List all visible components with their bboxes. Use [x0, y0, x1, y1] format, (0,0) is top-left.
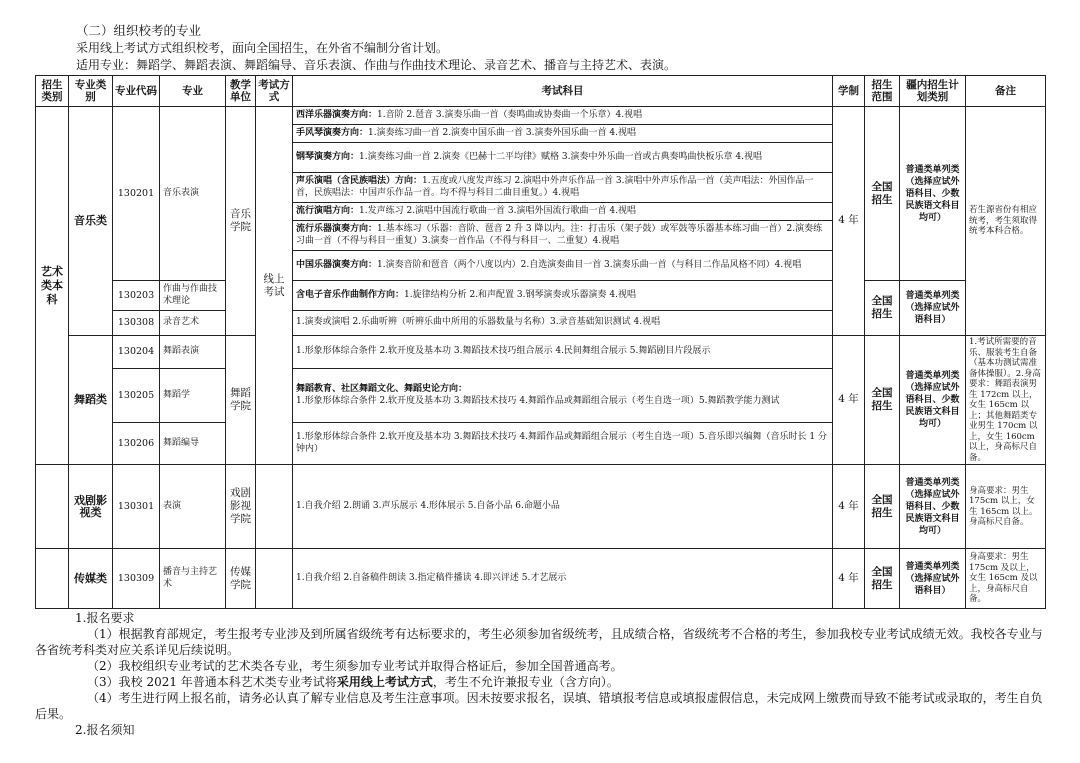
table-row	[36, 336, 1046, 369]
category-dance: 舞蹈类	[69, 336, 113, 465]
major-code: 130201	[113, 107, 160, 281]
teaching-unit: 舞蹈学院	[226, 336, 256, 465]
col-header: 疆内招生计划类别	[900, 76, 966, 107]
enrollment-scope: 全国招生	[865, 107, 900, 281]
admission-category-cont	[36, 549, 69, 609]
study-term: 4 年	[833, 465, 865, 549]
direction-title: 含电子音乐作曲制作方向：	[296, 289, 405, 300]
major-code: 130205	[113, 369, 160, 423]
exam-subjects	[293, 173, 833, 203]
major-name: 录音艺术	[160, 311, 226, 336]
col-header: 专业类别	[69, 76, 113, 107]
plan-type: 普通类单列类（选择应试外语科目、少数民族语文科目均可）	[900, 336, 966, 465]
exam-subjects	[293, 125, 833, 143]
study-term: 4 年	[833, 549, 865, 609]
direction-title: 声乐演唱（含民族唱法）方向：	[296, 176, 423, 186]
direction-text: 1.音阶 2.琶音 3.演奏乐曲一首（奏鸣曲或协奏曲一个乐章）4.视唱	[377, 109, 643, 120]
teaching-unit: 传媒学院	[226, 549, 256, 609]
remark: 1.考试所需要的音乐、服装考生自备（基本功测试需准备体操服）。2.身高要求：舞蹈表演男生 172cm 以上，女生 165cm 以上；其他舞蹈类专业男生 170cm 以上，女生 160cm 以上，身高标尺自备。	[966, 336, 1046, 465]
table-row	[36, 465, 1046, 549]
direction-text: 1.基本练习（乐器：音阶、琶音 2 升 3 降以内。注：打击乐（架子鼓）或军鼓等乐器基本练习曲一首）2.演奏练习曲一首（不得与科目一重复）3.演奏一首作品（不得与科目一、二重复）4.视唱	[296, 224, 823, 246]
category-drama: 戏剧影视类	[69, 465, 113, 549]
table-header-row	[36, 76, 1046, 107]
enrollment-scope: 全国招生	[865, 336, 900, 465]
direction-text: 1.旋律结构分析 2.和声配置 3.钢琴演奏或乐器演奏 4.视唱	[404, 289, 636, 300]
direction-text: 1.形象形体综合条件 2.软开度及基本功 3.舞蹈技术技巧 4.舞蹈作品或舞蹈组合展示（考生自选一项）5.舞蹈教学能力测试	[296, 395, 780, 406]
exam-subjects	[293, 251, 833, 281]
col-header: 学制	[833, 76, 865, 107]
enrollment-scope: 全国招生	[865, 549, 900, 609]
exam-subjects: 1.自我介绍 2.朗诵 3.声乐展示 4.形体展示 5.自备小品 6.命题小品	[293, 465, 833, 549]
direction-text: 1.演奏音阶和琶音（两个八度以内）2.自选演奏曲目一首 3.演奏乐曲一首（与科目二作品风格不同）4.视唱	[377, 259, 802, 270]
requirement-3	[35, 674, 1045, 690]
direction-title: 流行演唱方向：	[296, 205, 360, 216]
col-header: 招生范围	[865, 76, 900, 107]
category-music: 音乐类	[69, 107, 113, 336]
study-term: 4 年	[833, 107, 865, 336]
direction-text: 1.发声练习 2.演唱中国流行歌曲一首 3.演唱外国流行歌曲一首 4.视唱	[359, 205, 636, 216]
requirements-section	[35, 610, 1045, 738]
major-code: 130203	[113, 281, 160, 311]
admission-category: 艺术类本科	[36, 107, 69, 465]
direction-title: 钢琴演奏方向：	[296, 151, 360, 162]
section-heading: （二）组织校考的专业	[76, 23, 202, 38]
major-code: 130308	[113, 311, 160, 336]
requirement-4: （4）考生进行网上报名前，请务必认真了解专业信息及考生注意事项。因未按要求报名，误填、错填报考信息或填报虚假信息，未完成网上缴费而导致不能考试或录取的，考生自负后果。	[35, 691, 1043, 721]
major-name: 表演	[160, 465, 226, 549]
requirement-3-tail: ，考生不允许兼报专业（含方向）。	[432, 675, 619, 689]
col-header: 专业代码	[113, 76, 160, 107]
requirements-title: 1.报名要求	[75, 611, 135, 625]
direction-title: 西洋乐器演奏方向：	[296, 109, 378, 120]
col-header: 备注	[966, 76, 1046, 107]
direction-title: 舞蹈教育、社区舞蹈文化、舞蹈史论方向：	[296, 384, 468, 395]
intro-line-1: 采用线上考试方式组织校考，面向全国招生，在外省不编制分省计划。	[76, 41, 449, 55]
major-name: 舞蹈表演	[160, 336, 226, 369]
admission-category-cont	[36, 465, 69, 549]
intro-line-2: 适用专业：舞蹈学、舞蹈表演、舞蹈编导、音乐表演、作曲与作曲技术理论、录音艺术、播音与主持艺术、表演。	[76, 58, 677, 72]
major-name: 舞蹈学	[160, 369, 226, 423]
remark: 若生源省份有相应统考，考生须取得统考本科合格。	[966, 107, 1046, 336]
exam-subjects	[293, 281, 833, 311]
teaching-unit: 戏剧影视学院	[226, 465, 256, 549]
notice-title: 2.报名须知	[75, 723, 135, 737]
table-row	[36, 549, 1046, 609]
direction-text: 1.五度或八度发声练习 2.演唱中外声乐作品一首 3.演唱中外声乐作品一首（美声唱法：外国作品一首，民族唱法：中国声乐作品一首。均不得与科目二曲目重复。）4.视唱	[296, 176, 814, 198]
table-row	[36, 281, 1046, 311]
direction-text: 1.演奏练习曲一首 2.演奏《巴赫十二平均律》赋格 3.演奏中外乐曲一首或古典奏鸣曲快板乐章 4.视唱	[359, 151, 762, 162]
major-name: 作曲与作曲技术理论	[160, 281, 226, 311]
direction-text: 1.演奏练习曲一首 2.演奏中国乐曲一首 3.演奏外国乐曲一首 4.视唱	[368, 127, 636, 138]
requirement-1: （1）根据教育部规定，考生报考专业涉及到所属省级统考有达标要求的，考生必须参加省级统考，且成绩合格，省级统考不合格的考生，参加我校专业考试成绩无效。我校各专业与各省统考科类对应关系详见后续说明。	[35, 627, 1043, 657]
study-term: 4 年	[833, 336, 865, 465]
col-header: 考试科目	[293, 76, 833, 107]
exam-subjects	[293, 369, 833, 423]
exam-subjects: 1.演奏或演唱 2.乐曲听辨（听辨乐曲中所用的乐器数量与名称）3.录音基础知识测试 4.视唱	[293, 311, 833, 336]
majors-table	[35, 75, 1046, 609]
major-code: 130309	[113, 549, 160, 609]
plan-type: 普通类单列类（选择应试外语科目、少数民族语文科目均可）	[900, 465, 966, 549]
major-name: 舞蹈编导	[160, 423, 226, 465]
plan-type: 普通类单列类（选择应试外语科目）	[900, 281, 966, 336]
exam-mode: 线上考试	[256, 107, 293, 465]
col-header: 专业	[160, 76, 226, 107]
remark: 身高要求：男生 175cm 以上，女生 165cm 以上。身高标尺自备。	[966, 465, 1046, 549]
enrollment-scope: 全国招生	[865, 281, 900, 336]
direction-title: 手风琴演奏方向：	[296, 127, 369, 138]
exam-subjects	[293, 107, 833, 125]
major-code: 130301	[113, 465, 160, 549]
exam-subjects	[293, 143, 833, 173]
direction-title: 流行乐器演奏方向：	[296, 224, 378, 234]
enrollment-scope: 全国招生	[865, 465, 900, 549]
direction-title: 中国乐器演奏方向：	[296, 259, 378, 270]
category-media: 传媒类	[69, 549, 113, 609]
major-code: 130206	[113, 423, 160, 465]
table-row	[36, 107, 1046, 125]
exam-subjects: 1.形象形体综合条件 2.软开度及基本功 3.舞蹈技术技巧 4.舞蹈作品或舞蹈组合展示（考生自选一项）5.音乐即兴编舞（音乐时长 1 分钟内）	[293, 423, 833, 465]
requirement-3-emphasis: 采用线上考试方式	[336, 675, 433, 689]
col-header: 招生类别	[36, 76, 69, 107]
col-header: 考试方式	[256, 76, 293, 107]
teaching-unit: 音乐学院	[226, 107, 256, 336]
exam-subjects: 1.形象形体综合条件 2.软开度及基本功 3.舞蹈技术技巧组合展示 4.民间舞组合展示 5.舞蹈剧目片段展示	[293, 336, 833, 369]
col-header: 教学单位	[226, 76, 256, 107]
exam-subjects: 1.自我介绍 2.自备稿件朗读 3.指定稿件播读 4.即兴评述 5.才艺展示	[293, 549, 833, 609]
major-name: 播音与主持艺术	[160, 549, 226, 609]
plan-type: 普通类单列类（选择应试外语科目、少数民族语文科目均可）	[900, 107, 966, 281]
major-name: 音乐表演	[160, 107, 226, 281]
plan-type: 普通类单列类（选择应试外语科目）	[900, 549, 966, 609]
exam-subjects	[293, 221, 833, 251]
exam-mode-cont	[256, 549, 293, 609]
exam-subjects	[293, 203, 833, 221]
major-code: 130204	[113, 336, 160, 369]
remark: 身高要求：男生 175cm 及以上，女生 165cm 及以上，身高标尺自备。	[966, 549, 1046, 609]
requirement-2: （2）我校组织专业考试的艺术类各专业，考生须参加专业考试并取得合格证后，参加全国普通高考。	[87, 659, 623, 673]
requirement-3-text: （3）我校 2021 年普通本科艺术类专业考试将	[87, 675, 337, 689]
exam-mode-cont	[256, 465, 293, 549]
